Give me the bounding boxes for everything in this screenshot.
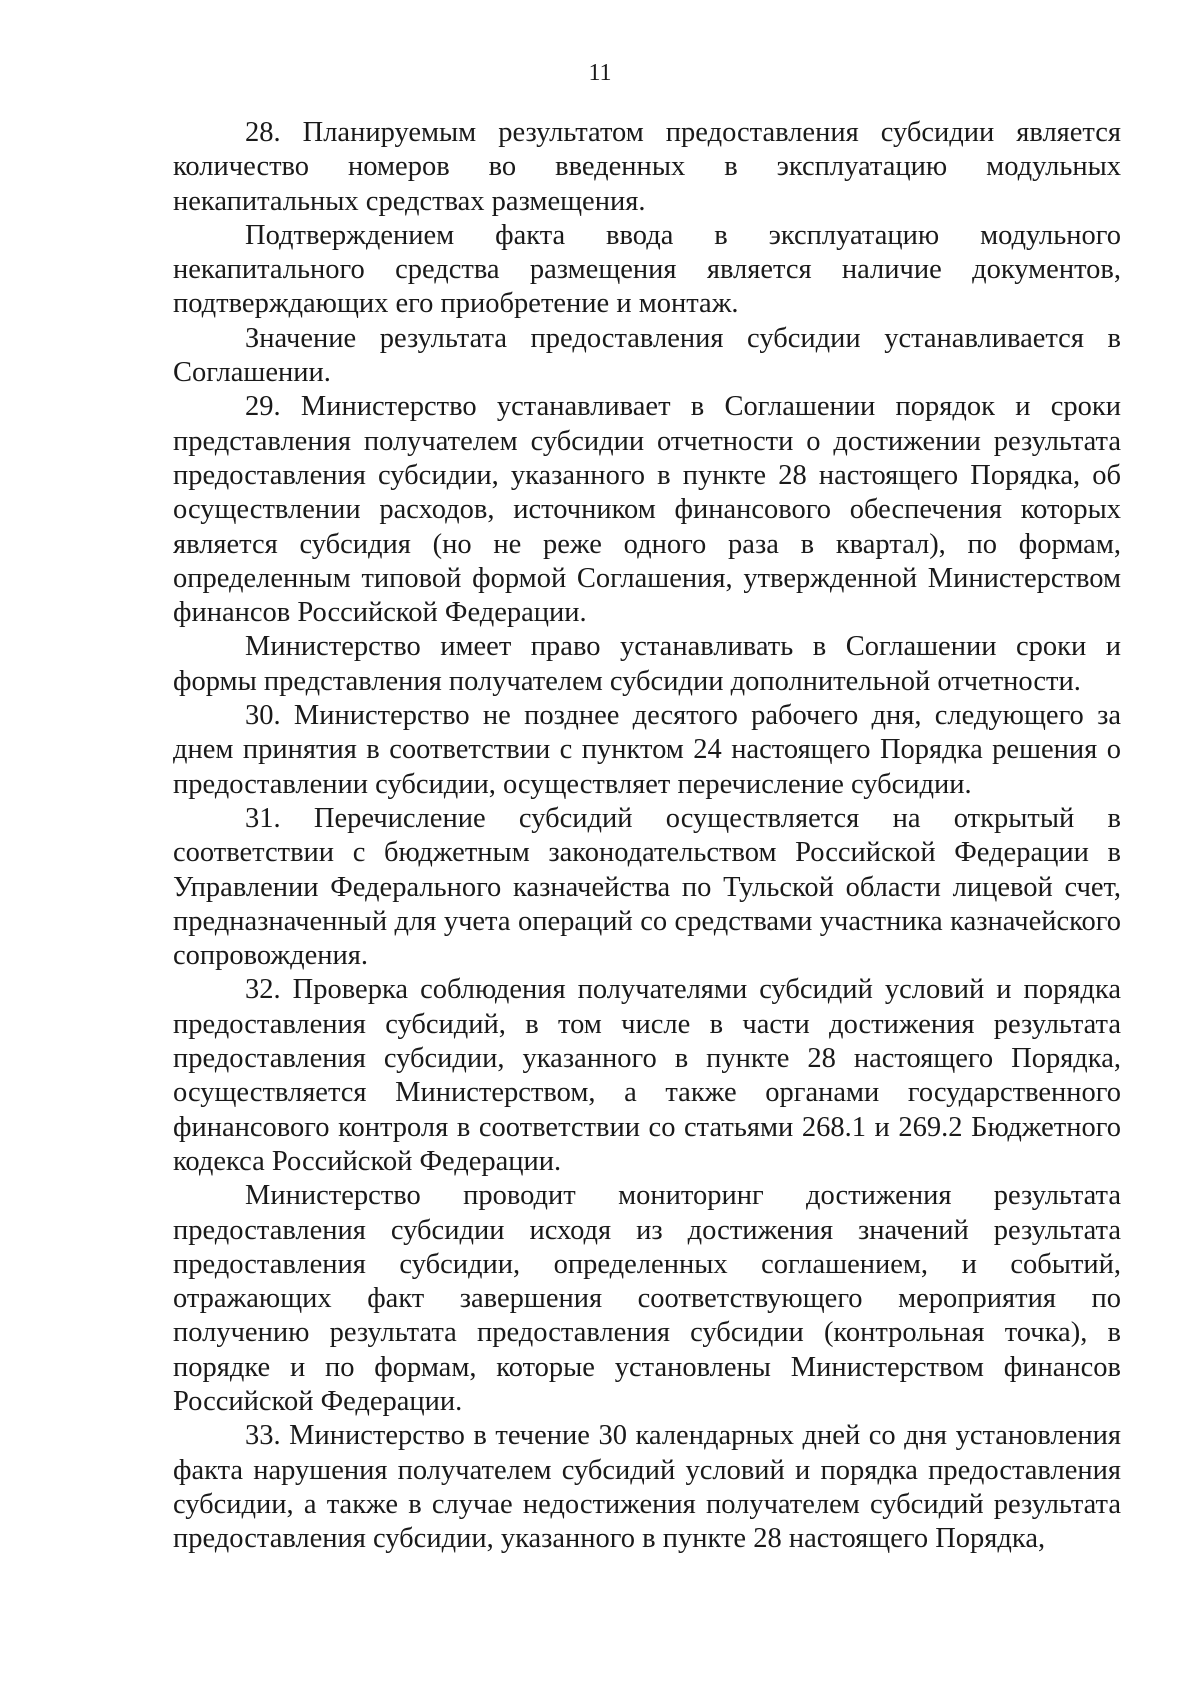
paragraph-31: 31. Перечисление субсидий осуществляется на открытый в соответствии с бюджетным законодательством Российской Федерации в Управлении Федерального казначейства по Тульской области лицевой счет, предназначенный для учета операций со средствами участника казначейского сопровождения.	[173, 802, 1121, 972]
paragraph-30: 30. Министерство не позднее десятого рабочего дня, следующего за днем принятия в соответствии с пунктом 24 настоящего Порядка решения о предоставлении субсидии, осуществляет перечисление субсидии.	[173, 700, 1121, 800]
paragraph-28: 28. Планируемым результатом предоставления субсидии является количество номеров во введенных в эксплуатацию модульных некапитальных средствах размещения.	[173, 117, 1121, 217]
document-body	[173, 116, 1121, 1556]
paragraph-32-monitoring: Министерство проводит мониторинг достижения результата предоставления субсидии исходя из достижения значений результата предоставления субсидии, определенных соглашением, и событий, отражающих факт завершения соответствующего мероприятия по получению результата предоставления субсидии (контрольная точка), в порядке и по формам, которые установлены Министерством финансов Российской Федерации.	[173, 1180, 1121, 1417]
page-number: 11	[588, 60, 612, 86]
paragraph-28-value: Значение результата предоставления субсидии устанавливается в Соглашении.	[173, 322, 1121, 389]
paragraph-29: 29. Министерство устанавливает в Соглашении порядок и сроки представления получателем субсидии отчетности о достижении результата предоставления субсидии, указанного в пункте 28 настоящего Порядка, об осуществлении расходов, источником финансового обеспечения которых является субсидия (но не реже одного раза в квартал), по формам, определенным типовой формой Соглашения, утвержденной Министерством финансов Российской Федерации.	[173, 391, 1121, 629]
paragraph-28-confirmation: Подтверждением факта ввода в эксплуатацию модульного некапитального средства размещения является наличие документов, подтверждающих его приобретение и монтаж.	[173, 219, 1121, 320]
paragraph-32: 32. Проверка соблюдения получателями субсидий условий и порядка предоставления субсидий, в том числе в части достижения результата предоставления субсидии, указанного в пункте 28 настоящего Порядка, осуществляется Министерством, а также органами государственного финансового контроля в соответствии со статьями 268.1 и 269.2 Бюджетного кодекса Российской Федерации.	[173, 974, 1121, 1177]
paragraph-29-additional: Министерство имеет право устанавливать в Соглашении сроки и формы представления получателем субсидии дополнительной отчетности.	[173, 631, 1121, 697]
paragraph-33: 33. Министерство в течение 30 календарных дней со дня установления факта нарушения получателем субсидий условий и порядка предоставления субсидии, а также в случае недостижения получателем субсидий результата предоставления субсидии, указанного в пункте 28 настоящего Порядка,	[173, 1420, 1121, 1555]
